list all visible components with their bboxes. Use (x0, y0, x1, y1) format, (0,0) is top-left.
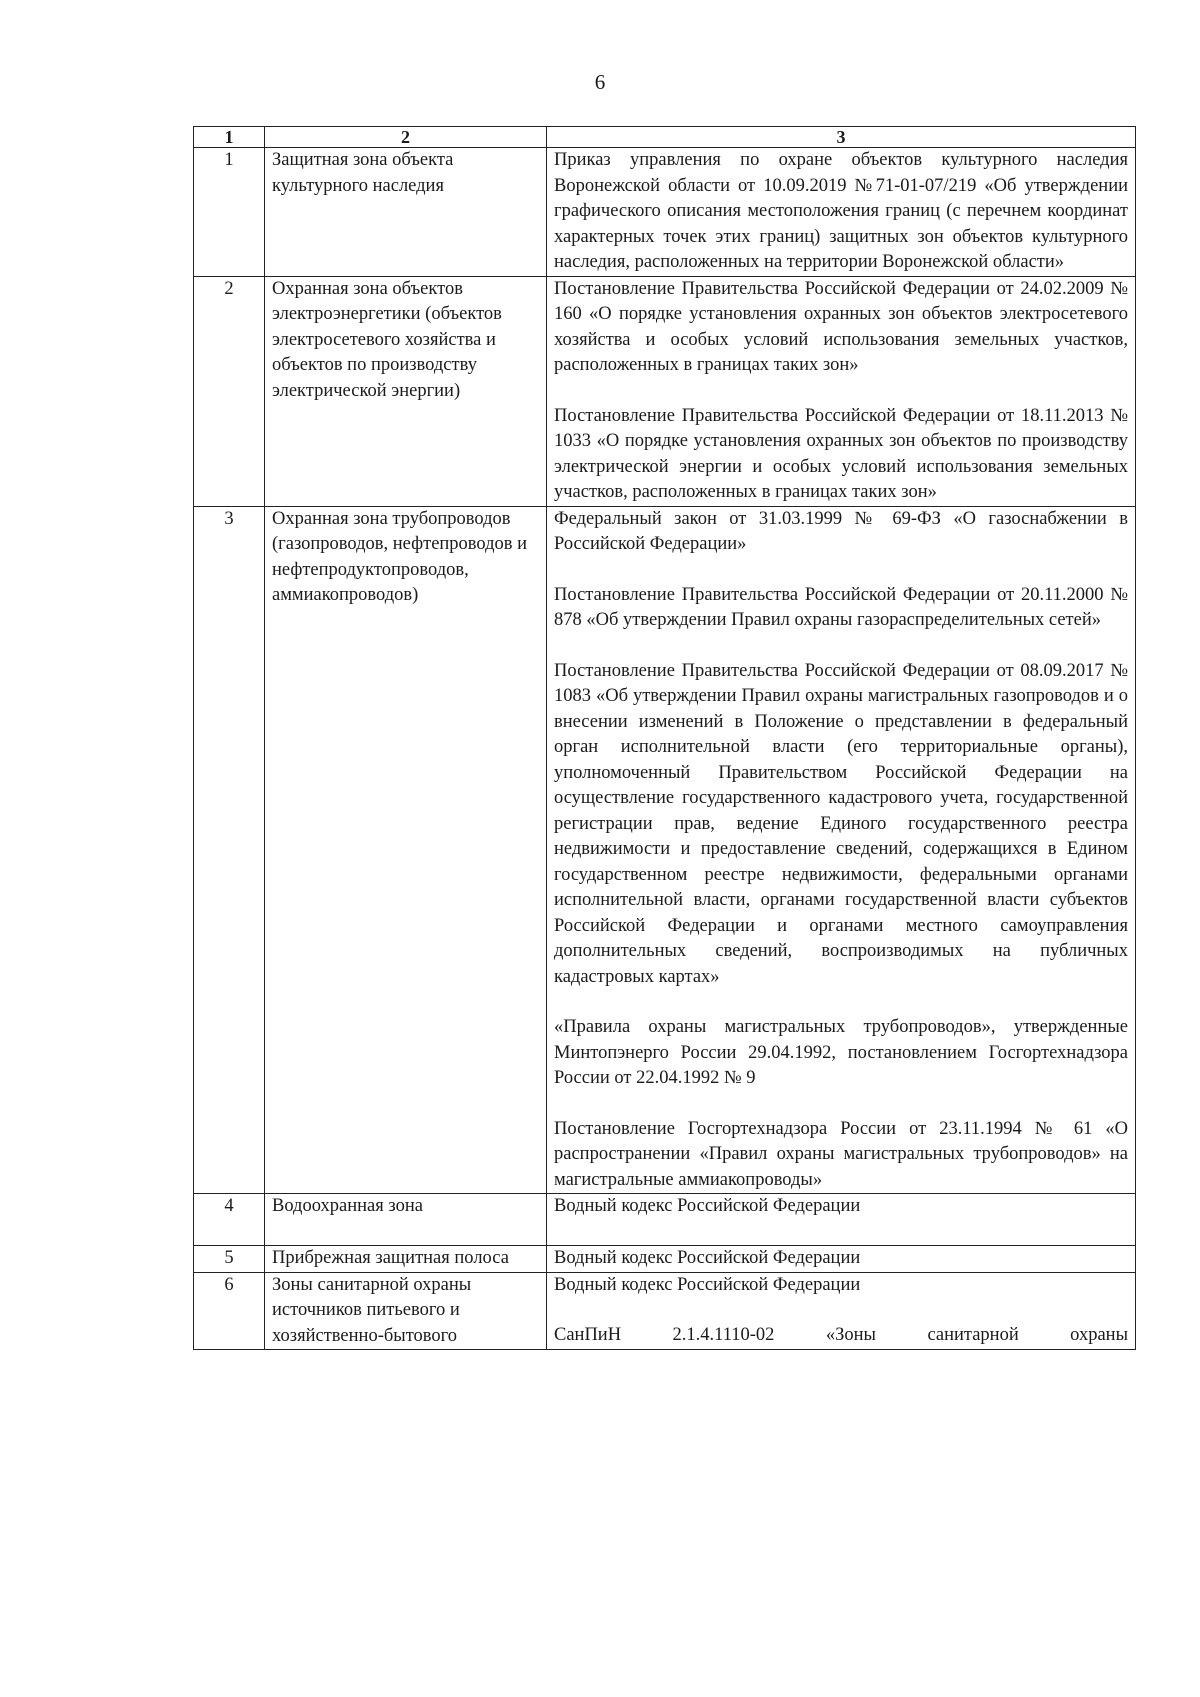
column-header-documents: 3 (547, 127, 1136, 148)
regulatory-document: Постановление Правительства Российской Федерации от 20.11.2000 № 878 «Об утверждении Правил охраны газораспределительных сетей» (554, 584, 1128, 630)
regulatory-document: Постановление Правительства Российской Федерации от 24.02.2009 № 160 «О порядке установления охранных зон объектов электросетевого хозяйства и особых условий использования земельных участков, расположенных в границах таких зон» (554, 278, 1128, 375)
table-row (194, 1246, 1136, 1273)
regulatory-document: Приказ управления по охране объектов культурного наследия Воронежской области от 10.09.2019 №71-01-07/219 «Об утверждении графического описания местоположения границ (с перечнем координат характерных точек этих границ) защитных зон объектов культурного наследия, расположенных на территории Воронежской области» (554, 150, 1128, 272)
zone-name: Охранная зона объектов электроэнергетики (объектов электросетевого хозяйства и объектов по производству электрической энергии) (265, 276, 547, 506)
zone-name: Водоохранная зона (265, 1194, 547, 1246)
row-number: 4 (194, 1194, 265, 1246)
table-row (194, 1272, 1136, 1350)
regulatory-document: Федеральный закон от 31.03.1999 № 69-ФЗ «О газоснабжении в Российской Федерации» (554, 508, 1128, 554)
zone-name: Зоны санитарной охраны источников питьевого и хозяйственно-бытового (265, 1272, 547, 1350)
table-header-row (194, 127, 1136, 148)
row-number: 6 (194, 1272, 265, 1350)
table-row (194, 1194, 1136, 1246)
column-header-number: 1 (194, 127, 265, 148)
regulatory-document: Постановление Правительства Российской Федерации от 08.09.2017 № 1083 «Об утверждении Правил охраны магистральных газопроводов и о внесении изменений в Положение о представлении в федеральный орган исполнительной власти (его территориальные органы), уполномоченный Правительством Российской Федерации на осуществление государственного кадастрового учета, государственной регистрации прав, ведение Единого государственного реестра недвижимости и предоставление сведений, содержащихся в Едином государственном реестре недвижимости, федеральными органами исполнительной власти, органами государственной власти субъектов Российской Федерации и органами местного самоуправления дополнительных сведений, воспроизводимых на публичных кадастровых картах» (554, 660, 1128, 987)
regulatory-document: Постановление Госгортехнадзора России от 23.11.1994 № 61 «О распространении «Правил охраны магистральных трубопроводов» на магистральные аммиакопроводы» (554, 1118, 1128, 1190)
zone-name: Защитная зона объекта культурного наследия (265, 148, 547, 277)
regulatory-documents (547, 1194, 1136, 1246)
regulatory-documents (547, 506, 1136, 1194)
row-number: 3 (194, 506, 265, 1194)
zone-name: Охранная зона трубопроводов (газопроводов, нефтепроводов и нефтепродуктопроводов, аммиакопроводов) (265, 506, 547, 1194)
regulatory-document: Водный кодекс Российской Федерации (554, 1248, 861, 1268)
zone-name: Прибрежная защитная полоса (265, 1246, 547, 1273)
table-row (194, 276, 1136, 506)
regulatory-document: СанПиН 2.1.4.1110-02 «Зоны санитарной охраны (554, 1325, 1128, 1345)
regulatory-document: Постановление Правительства Российской Федерации от 18.11.2013 № 1033 «О порядке установления охранных зон объектов по производству электрической энергии и особых условий использования земельных участков, расположенных в границах таких зон» (554, 405, 1128, 502)
row-number: 1 (194, 148, 265, 277)
page-number: 6 (594, 70, 606, 94)
regulatory-documents (547, 276, 1136, 506)
table-row (194, 506, 1136, 1194)
regulatory-documents (547, 1246, 1136, 1273)
table-row (194, 148, 1136, 277)
regulatory-document: «Правила охраны магистральных трубопроводов», утвержденные Минтопэнерго России 29.04.1992, постановлением Госгортехнадзора России от 22.04.1992 № 9 (554, 1017, 1128, 1088)
regulatory-documents (547, 1272, 1136, 1350)
regulatory-document: Водный кодекс Российской Федерации (554, 1274, 861, 1295)
regulation-table (193, 126, 1136, 1350)
regulatory-document: Водный кодекс Российской Федерации (554, 1196, 861, 1216)
column-header-zone: 2 (265, 127, 547, 148)
regulatory-documents (547, 148, 1136, 277)
row-number: 5 (194, 1246, 265, 1273)
row-number: 2 (194, 276, 265, 506)
